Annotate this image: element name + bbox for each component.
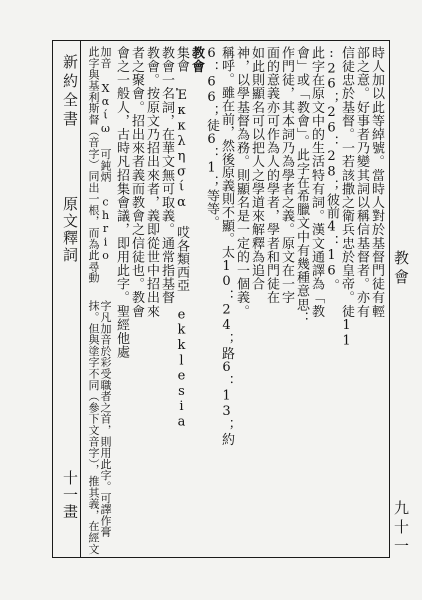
text-column: 部之意。好事者乃變其詞以稱信基督者。亦有 [354, 46, 369, 318]
text-column: 教會。按原文乃招出來者，義即從世中招出來 [144, 46, 159, 318]
entry-greek-line: 集會 Ἐκκλησία 哎各類西亞 ekklesia [174, 46, 189, 430]
text-column: 神，以學基督為務。則顯名是一定的一個義。 [234, 46, 249, 318]
text-column: 稱呼。雖在前，然後原義則不顯。太10：24；路6：13；約 [219, 46, 234, 446]
text-column: 信徒忠於基督。一若該撒之衛兵忠於皇帝。徒11 [339, 46, 354, 350]
header-rule-left [80, 40, 81, 558]
text-column: 此字與基利斯督（音字）同出一根，而為此尋動 [87, 46, 100, 284]
text-column: 字凡加音於彩受職者之首，則用此字。可譯作膏 [99, 300, 112, 538]
header-rule-right [389, 40, 390, 558]
dictionary-title: 原文釋詞 [61, 196, 79, 264]
text-column: 教會一名詞，在華文無可取義。通常指基督 [159, 46, 174, 305]
text-column: 面的意義亦可作為人的學者，學者和門徒在 [264, 46, 279, 305]
page-number: 九十一 [392, 500, 410, 557]
text-column: 加音 Χαίω 可鈍炳 chrio [99, 46, 112, 263]
text-column: 如此則顯名可以把人之學道來解釋為追合 [249, 46, 264, 291]
text-column: 作門徒，其本詞乃為學者之義。原文在一字 [279, 46, 294, 305]
text-column: :26；26：28；彼前4：16。 [324, 46, 339, 293]
keyword-label: 教會 [392, 250, 410, 288]
text-column: 抹。但與塗字不同（參下文音字），推其義，在經文 [87, 300, 100, 555]
text-column: 者之聚會。招出來者義而教會之信徒也。教會 [129, 46, 144, 318]
entry-heading: 教會 [189, 46, 204, 74]
volume-label: 十一畫 [61, 470, 79, 521]
text-column: 會」或「教會」。此字在希臘文中有幾種意思： [294, 46, 309, 326]
text-column: 此字在原文中的生活特有詞。漢文通譯為「教 [309, 46, 324, 318]
text-column: 會之一般人，古時凡招集會議，即用此字。聖經他處 [114, 46, 129, 359]
text-column: 時人加以此等綽號。當時人對於基督門徒有輕 [369, 46, 384, 318]
text-column: 6：66；徒6：1；等等。 [204, 46, 219, 229]
book-title: 新約全書 [61, 54, 79, 130]
